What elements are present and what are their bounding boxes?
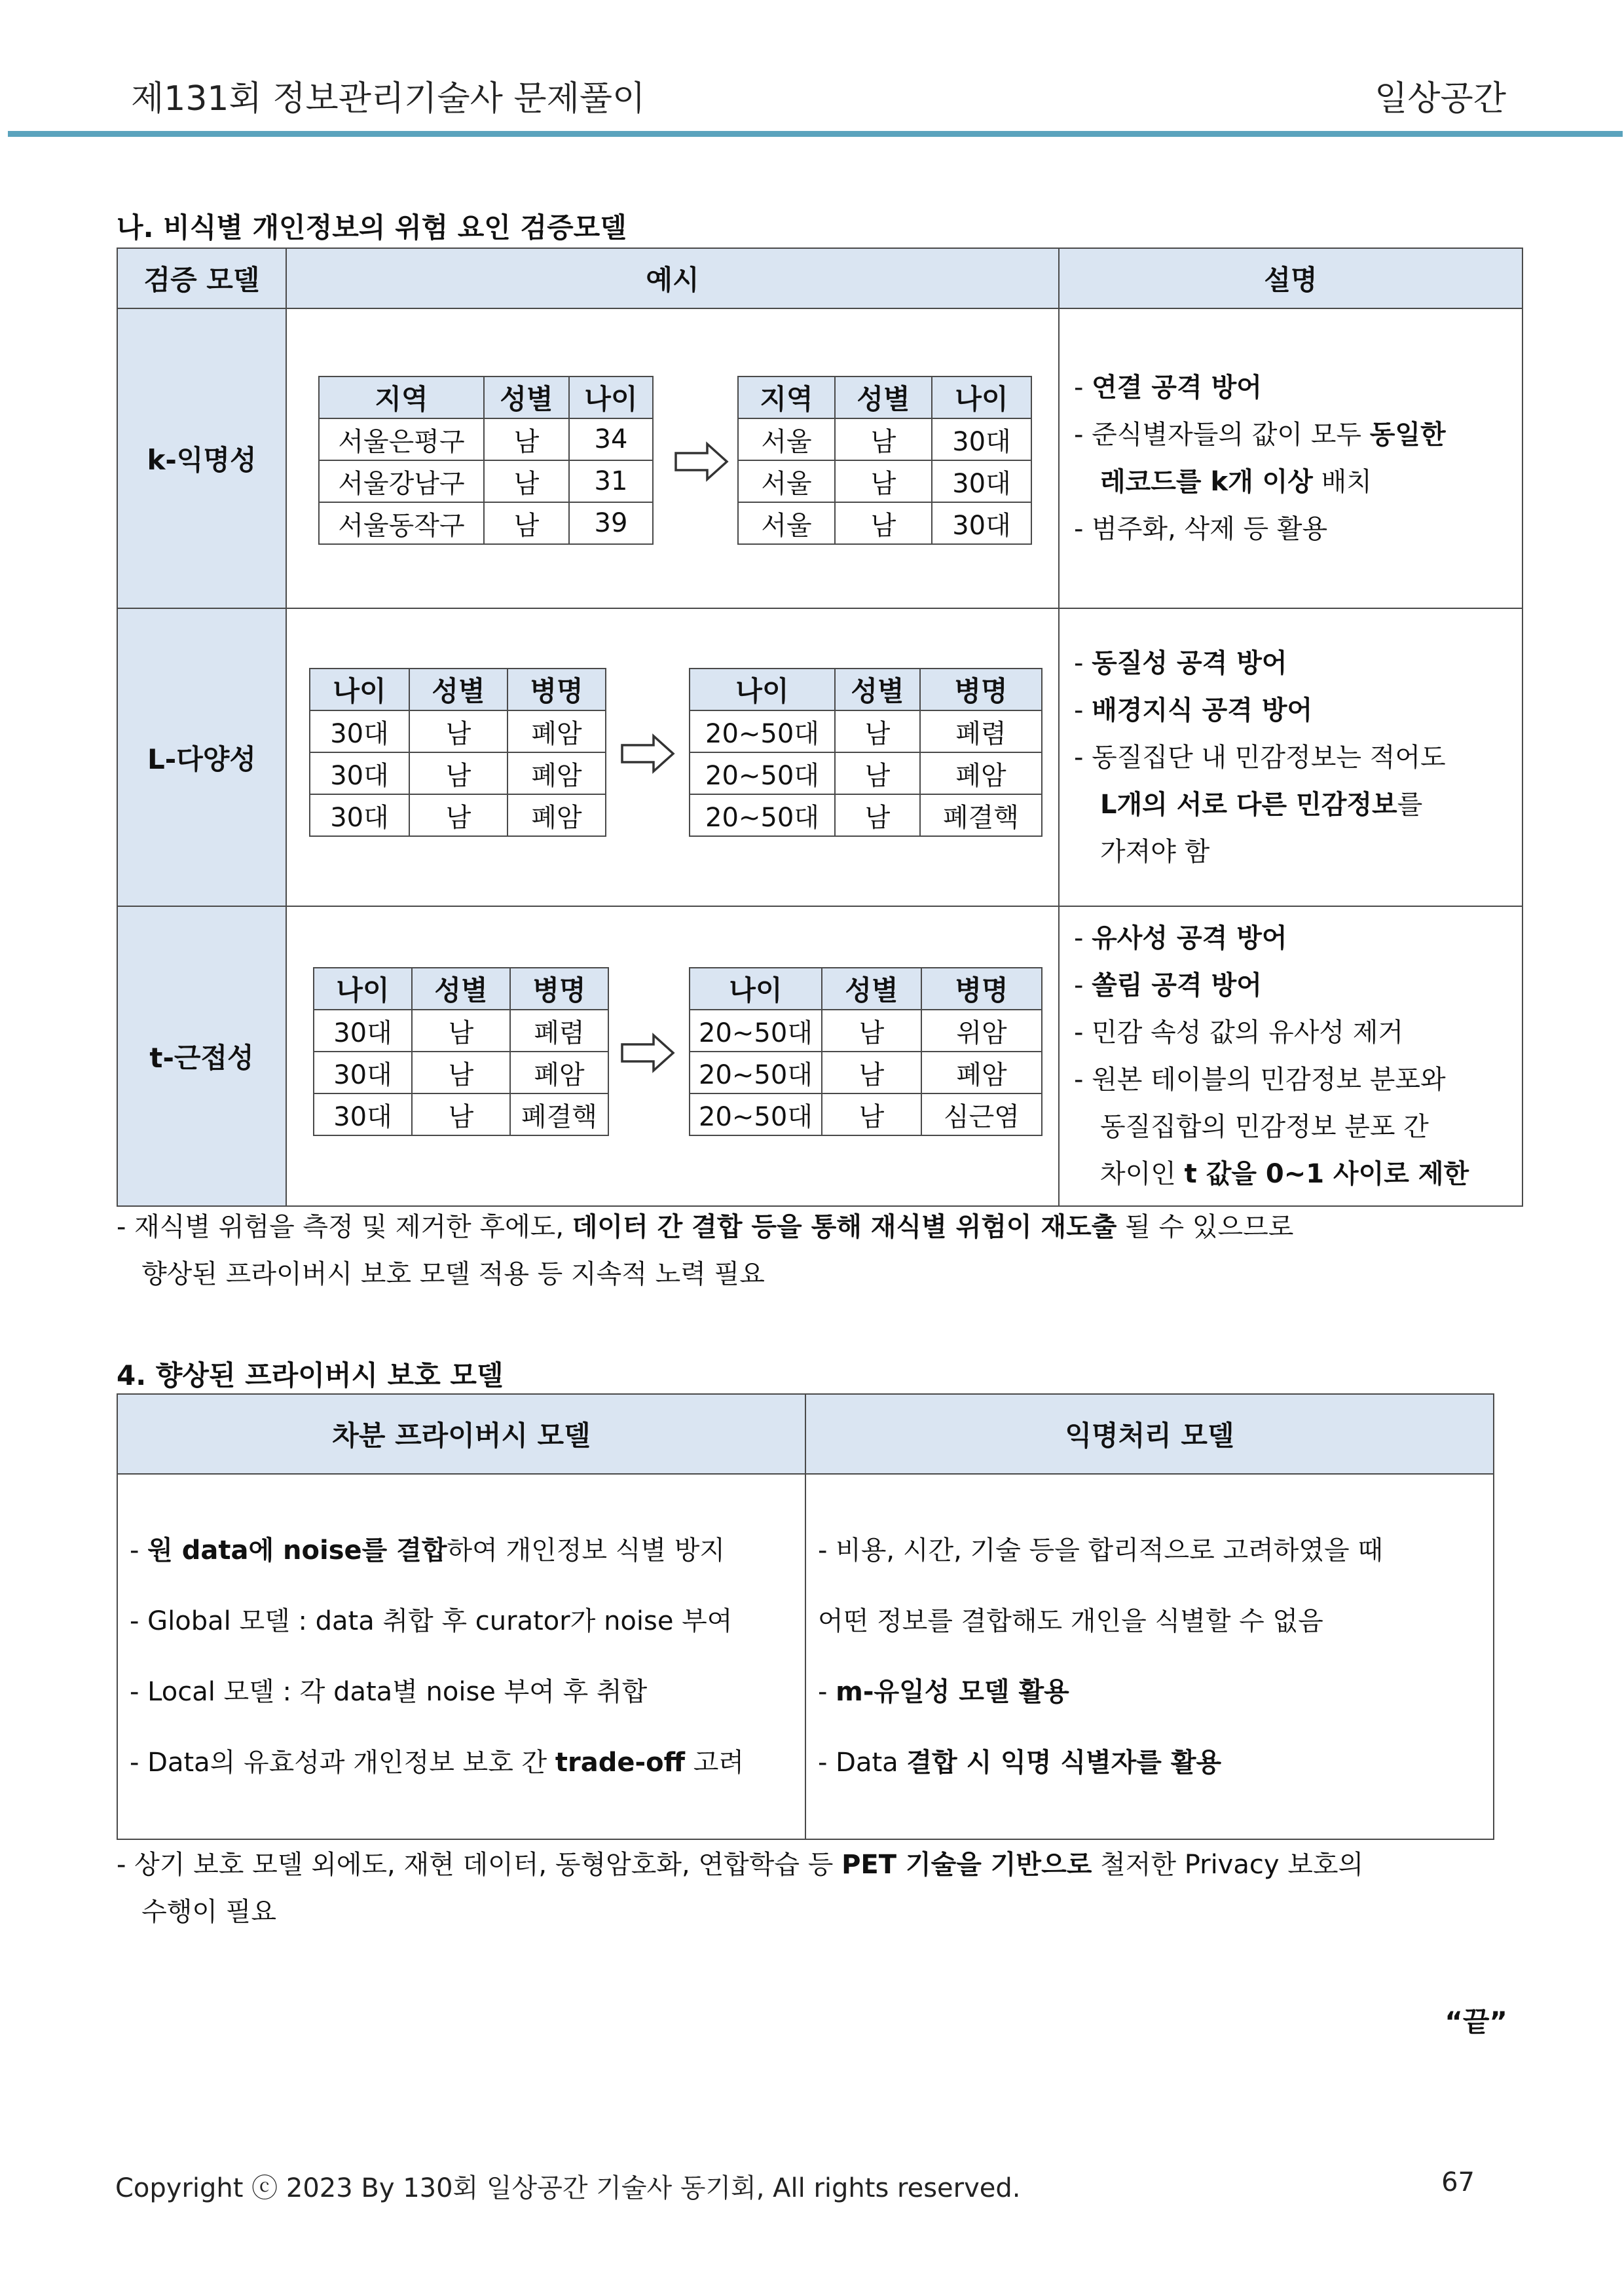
line-text: - 비용, 시간, 기술 등을 합리적으로 고려하였을 때 — [818, 1535, 1384, 1566]
line-text: - — [130, 1535, 148, 1566]
example-cell-value: 20~50대 — [690, 1093, 822, 1135]
section-note — [117, 1841, 1363, 1936]
line-text: - — [1074, 970, 1092, 1001]
example-header-cell: 성별 — [412, 968, 510, 1010]
example-cell-value: 폐암 — [507, 752, 606, 794]
example-header-cell: 나이 — [310, 669, 409, 710]
example-header-cell: 나이 — [690, 669, 835, 710]
example-cell-value: 31 — [569, 460, 653, 502]
description-line — [1074, 828, 1522, 875]
example-cell-value: 폐암 — [507, 794, 606, 836]
description-line — [1074, 1150, 1522, 1198]
line-text: - 상기 보호 모델 외에도, 재현 데이터, 동형암호화, 연합학습 등 — [117, 1850, 842, 1880]
example-header-cell: 성별 — [409, 669, 507, 710]
header-divider — [8, 131, 1623, 137]
line-text: - Data의 유효성과 개인정보 보호 간 — [130, 1748, 555, 1778]
verification-model-table — [117, 248, 1523, 1207]
emphasis-text: 결합 시 익명 식별자를 활용 — [906, 1748, 1222, 1778]
emphasis-text: 배경지식 공격 방어 — [1092, 695, 1313, 725]
example-table-deidentified — [737, 376, 1032, 545]
description-cell — [1059, 608, 1522, 906]
example-cell — [286, 308, 1059, 608]
description-line — [1074, 781, 1522, 828]
example-cell-value: 심근염 — [921, 1093, 1042, 1135]
line-text: - — [1074, 373, 1092, 403]
line-text: 향상된 프라이버시 보호 모델 적용 등 지속적 노력 필요 — [117, 1259, 765, 1289]
example-cell-value: 20~50대 — [690, 752, 835, 794]
line-text: - — [1074, 695, 1092, 725]
footer-copyright: Copyright ⓒ 2023 By 130회 일상공간 기술사 동기회, All rights reserved. — [115, 2173, 1021, 2203]
example-header-cell: 병명 — [921, 968, 1042, 1010]
section-title-verification: 나. 비식별 개인정보의 위험 요인 검증모델 — [117, 211, 627, 244]
right-arrow-icon — [619, 733, 676, 774]
example-cell-value: 남 — [484, 502, 569, 544]
example-header-cell: 지역 — [738, 376, 835, 418]
example-cell-value: 30대 — [932, 418, 1031, 460]
example-header-cell: 성별 — [835, 669, 920, 710]
example-cell-value: 남 — [409, 752, 507, 794]
example-header-cell: 나이 — [569, 376, 653, 418]
column-header-anonymization: 익명처리 모델 — [805, 1394, 1494, 1474]
example-cell-value: 20~50대 — [690, 1052, 822, 1093]
line-text: 될 수 있으므로 — [1116, 1212, 1294, 1242]
example-header-row — [690, 669, 1042, 710]
example-cell-value: 30대 — [314, 1093, 412, 1135]
section-title-privacy-models: 4. 향상된 프라이버시 보호 모델 — [117, 1359, 504, 1391]
list-item — [818, 1657, 1493, 1727]
example-header-cell: 성별 — [835, 376, 932, 418]
example-header-cell: 지역 — [319, 376, 484, 418]
example-cell-value: 남 — [835, 710, 920, 752]
line-text: 를 — [1397, 789, 1423, 820]
example-cell-value: 30대 — [314, 1052, 412, 1093]
line-text: 차이인 — [1100, 1159, 1185, 1189]
example-header-row — [690, 968, 1042, 1010]
line-text: 배치 — [1312, 467, 1372, 497]
table-row — [117, 906, 1522, 1206]
example-cell-value: 서울 — [738, 460, 835, 502]
emphasis-text: 동질성 공격 방어 — [1092, 648, 1287, 678]
description-line — [1074, 505, 1522, 553]
example-header-cell: 나이 — [314, 968, 412, 1010]
line-text: 철저한 Privacy 보호의 — [1092, 1850, 1364, 1880]
description-line — [1074, 915, 1522, 962]
emphasis-text: 원 data에 noise를 결합 — [147, 1535, 447, 1566]
example-cell-value: 남 — [409, 794, 507, 836]
emphasis-text: t 값을 0~1 사이로 제한 — [1184, 1159, 1469, 1189]
example-cell-value: 30대 — [310, 710, 409, 752]
emphasis-text: 쏠림 공격 방어 — [1092, 970, 1262, 1001]
line-text: - — [818, 1677, 836, 1707]
note-line — [117, 1203, 1293, 1251]
example-header-cell: 병명 — [507, 669, 606, 710]
example-cell-value: 39 — [569, 502, 653, 544]
example-cell-value: 30대 — [310, 752, 409, 794]
example-cell-value: 서울강남구 — [319, 460, 484, 502]
description-line — [1074, 458, 1522, 505]
section-note — [117, 1203, 1293, 1298]
example-cell-value: 남 — [835, 418, 932, 460]
example-cell-value: 남 — [835, 794, 920, 836]
example-cell-value: 30대 — [310, 794, 409, 836]
example-cell-value: 남 — [484, 460, 569, 502]
column-header-model: 검증 모델 — [117, 248, 286, 308]
example-table-deidentified — [689, 967, 1043, 1136]
example-row — [738, 502, 1031, 544]
line-text: 고려 — [685, 1748, 745, 1778]
line-text: 어떤 정보를 결합해도 개인을 식별할 수 없음 — [818, 1606, 1323, 1636]
list-item — [818, 1727, 1493, 1798]
list-item — [130, 1657, 805, 1727]
line-text: 가져야 함 — [1100, 836, 1210, 867]
table-row — [117, 608, 1522, 906]
model-name: k-익명성 — [117, 308, 286, 608]
line-text: - 재식별 위험을 측정 및 제거한 후에도, — [117, 1212, 572, 1242]
example-header-row — [310, 669, 606, 710]
example-cell-value: 서울은평구 — [319, 418, 484, 460]
line-text: 동질집합의 민감정보 분포 간 — [1100, 1112, 1429, 1142]
example-cell-value: 남 — [835, 502, 932, 544]
example-cell-value: 남 — [409, 710, 507, 752]
example-header-row — [738, 376, 1031, 418]
header-title: 제131회 정보관리기술사 문제풀이 — [131, 79, 646, 119]
list-item — [818, 1586, 1493, 1657]
description-line — [1074, 687, 1522, 734]
header-brand: 일상공간 — [1375, 79, 1506, 119]
privacy-model-table — [117, 1393, 1494, 1840]
example-row — [319, 502, 653, 544]
emphasis-text: 데이터 간 결합 등을 통해 재식별 위험이 재도출 — [572, 1212, 1117, 1242]
example-cell — [286, 906, 1059, 1206]
note-line — [117, 1251, 1293, 1298]
example-cell-value: 남 — [822, 1093, 921, 1135]
example-row — [310, 794, 606, 836]
anonymization-cell — [805, 1474, 1494, 1839]
example-table-deidentified — [689, 668, 1043, 837]
model-name: t-근접성 — [117, 906, 286, 1206]
example-cell-value: 폐암 — [507, 710, 606, 752]
page-number: 67 — [1441, 2167, 1475, 2197]
example-cell-value: 위암 — [921, 1010, 1042, 1052]
example-row — [690, 1052, 1042, 1093]
line-text: - Local 모델 : 각 data별 noise 부여 후 취합 — [130, 1677, 648, 1707]
line-text: - 민감 속성 값의 유사성 제거 — [1074, 1018, 1404, 1048]
example-cell-value: 30대 — [932, 460, 1031, 502]
column-header-differential-privacy: 차분 프라이버시 모델 — [117, 1394, 805, 1474]
example-row — [310, 710, 606, 752]
line-text: - Data — [818, 1748, 907, 1778]
example-table-original — [313, 967, 609, 1136]
example-cell-value: 폐렴 — [510, 1010, 608, 1052]
example-cell-value: 남 — [835, 460, 932, 502]
description-line — [1074, 364, 1522, 411]
end-mark: “끝” — [1445, 2006, 1507, 2038]
line-text: - 원본 테이블의 민감정보 분포와 — [1074, 1065, 1446, 1095]
example-cell-value: 20~50대 — [690, 794, 835, 836]
emphasis-text: m-유일성 모델 활용 — [836, 1677, 1069, 1707]
line-text: - 범주화, 삭제 등 활용 — [1074, 514, 1328, 544]
example-cell-value: 30대 — [314, 1010, 412, 1052]
description-line — [1074, 1009, 1522, 1056]
example-cell-value: 폐결핵 — [920, 794, 1042, 836]
example-cell-value: 남 — [412, 1010, 510, 1052]
example-cell-value: 남 — [835, 752, 920, 794]
example-row — [738, 418, 1031, 460]
example-cell-value: 남 — [484, 418, 569, 460]
example-cell-value: 남 — [412, 1052, 510, 1093]
emphasis-text: 레코드를 k개 이상 — [1100, 467, 1313, 497]
example-row — [314, 1093, 608, 1135]
example-cell-value: 폐암 — [921, 1052, 1042, 1093]
example-cell-value: 폐암 — [920, 752, 1042, 794]
example-row — [314, 1052, 608, 1093]
line-text: - Global 모델 : data 취합 후 curator가 noise 부여 — [130, 1606, 733, 1636]
table-row — [117, 308, 1522, 608]
example-cell-value: 폐암 — [510, 1052, 608, 1093]
example-row — [690, 710, 1042, 752]
description-line — [1074, 411, 1522, 458]
description-cell — [1059, 308, 1522, 608]
example-row — [690, 752, 1042, 794]
column-header-example: 예시 — [286, 248, 1059, 308]
example-row — [319, 460, 653, 502]
example-cell-value: 20~50대 — [690, 710, 835, 752]
list-item — [130, 1586, 805, 1657]
emphasis-text: L개의 서로 다른 민감정보 — [1100, 789, 1397, 820]
example-row — [314, 1010, 608, 1052]
example-cell-value: 남 — [412, 1093, 510, 1135]
model-name: L-다양성 — [117, 608, 286, 906]
list-item — [130, 1515, 805, 1586]
example-cell-value: 30대 — [932, 502, 1031, 544]
example-header-cell: 나이 — [690, 968, 822, 1010]
example-cell-value: 남 — [822, 1052, 921, 1093]
example-cell — [286, 608, 1059, 906]
line-text: - — [1074, 648, 1092, 678]
line-text: - 동질집단 내 민감정보는 적어도 — [1074, 742, 1446, 773]
example-header-cell: 성별 — [484, 376, 569, 418]
example-cell-value: 서울 — [738, 502, 835, 544]
example-header-cell: 병명 — [510, 968, 608, 1010]
example-row — [690, 1093, 1042, 1135]
line-text: 하여 개인정보 식별 방지 — [447, 1535, 726, 1566]
description-line — [1074, 1056, 1522, 1103]
example-cell-value: 34 — [569, 418, 653, 460]
description-line — [1074, 1103, 1522, 1150]
description-line — [1074, 640, 1522, 687]
example-row — [690, 794, 1042, 836]
example-cell-value: 20~50대 — [690, 1010, 822, 1052]
right-arrow-icon — [619, 1033, 676, 1073]
example-row — [319, 418, 653, 460]
example-cell-value: 폐결핵 — [510, 1093, 608, 1135]
example-table-original — [309, 668, 606, 837]
line-text: - 준식별자들의 값이 모두 — [1074, 420, 1370, 450]
right-arrow-icon — [673, 441, 729, 482]
example-header-cell: 병명 — [920, 669, 1042, 710]
example-cell-value: 서울 — [738, 418, 835, 460]
note-line — [117, 1841, 1363, 1888]
example-table-original — [318, 376, 654, 545]
column-header-description: 설명 — [1059, 248, 1522, 308]
emphasis-text: 동일한 — [1369, 420, 1446, 450]
example-row — [310, 752, 606, 794]
example-row — [690, 1010, 1042, 1052]
list-item — [130, 1727, 805, 1798]
line-text: - — [1074, 923, 1092, 953]
example-cell-value: 폐렴 — [920, 710, 1042, 752]
example-row — [738, 460, 1031, 502]
note-line — [117, 1888, 1363, 1936]
emphasis-text: PET 기술을 기반으로 — [841, 1850, 1092, 1880]
description-line — [1074, 734, 1522, 781]
emphasis-text: trade-off — [555, 1748, 686, 1778]
example-header-row — [319, 376, 653, 418]
description-line — [1074, 962, 1522, 1009]
emphasis-text: 연결 공격 방어 — [1092, 373, 1262, 403]
list-item — [818, 1515, 1493, 1586]
emphasis-text: 유사성 공격 방어 — [1092, 923, 1287, 953]
differential-privacy-cell — [117, 1474, 805, 1839]
description-cell — [1059, 906, 1522, 1206]
example-cell-value: 남 — [822, 1010, 921, 1052]
example-header-cell: 나이 — [932, 376, 1031, 418]
example-header-row — [314, 968, 608, 1010]
example-header-cell: 성별 — [822, 968, 921, 1010]
example-cell-value: 서울동작구 — [319, 502, 484, 544]
line-text: 수행이 필요 — [117, 1897, 277, 1927]
